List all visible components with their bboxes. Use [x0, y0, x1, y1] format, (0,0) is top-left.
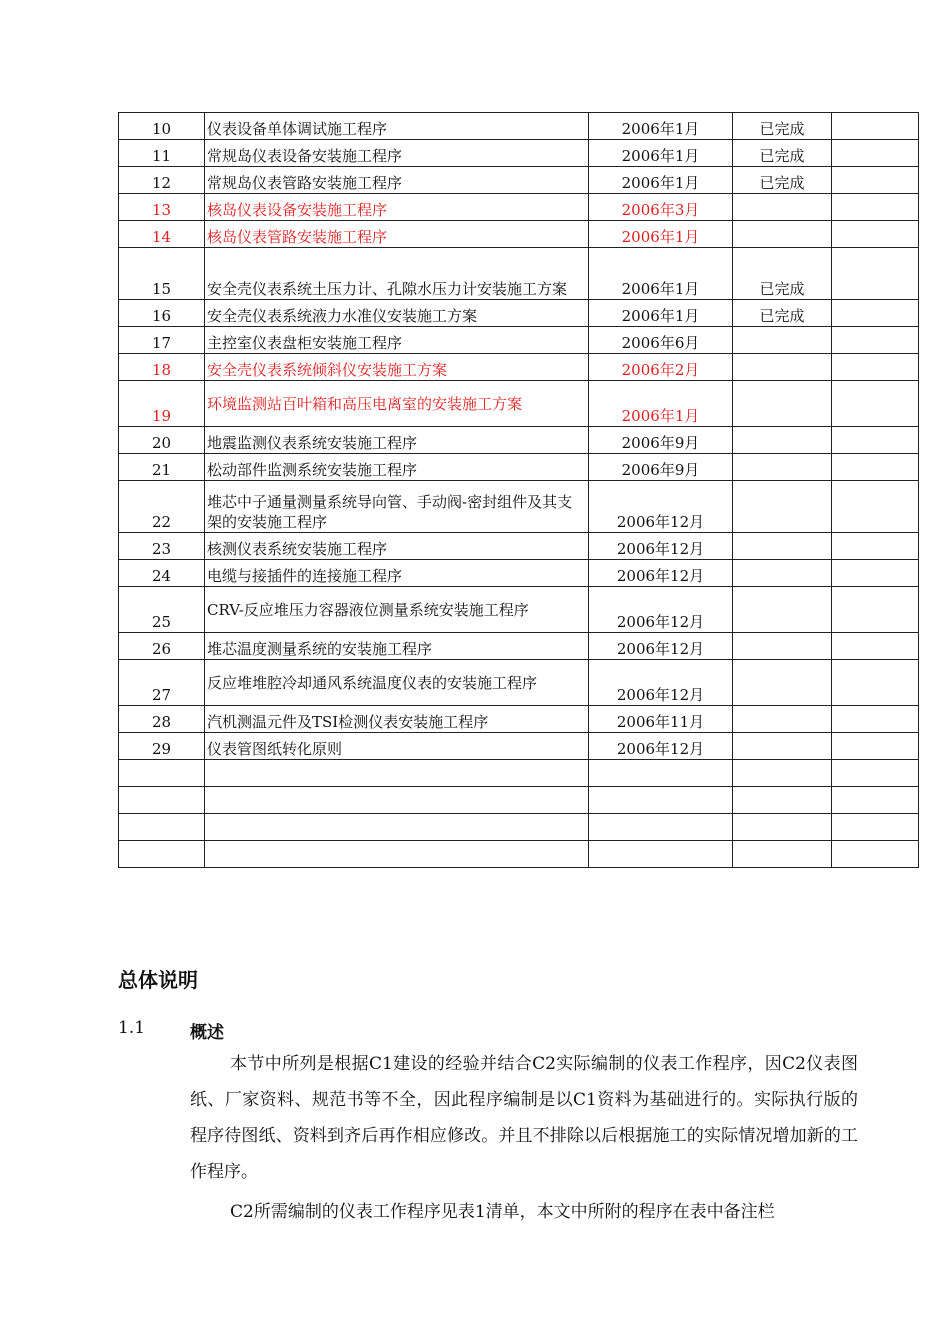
- completion-date: 2006年1月: [589, 248, 733, 300]
- procedure-title: 堆芯中子通量测量系统导向管、手动阀-密封组件及其支架的安装施工程序: [205, 481, 589, 533]
- table-row: [119, 560, 919, 587]
- completion-date: 2006年12月: [589, 660, 733, 706]
- section-title: 概述: [190, 1023, 224, 1043]
- procedure-title: [205, 814, 589, 841]
- remark-cell: [832, 841, 919, 868]
- remark-cell: [832, 633, 919, 660]
- status-cell: [733, 841, 832, 868]
- procedure-title: 核岛仪表设备安装施工程序: [205, 194, 589, 221]
- procedure-title: 环境监测站百叶箱和高压电离室的安装施工方案: [205, 381, 589, 427]
- remark-cell: [832, 167, 919, 194]
- status-cell: [733, 381, 832, 427]
- table-row: [119, 633, 919, 660]
- status-cell: [733, 481, 832, 533]
- status-cell: [733, 587, 832, 633]
- completion-date: 2006年9月: [589, 427, 733, 454]
- remark-cell: [832, 427, 919, 454]
- table-row: [119, 841, 919, 868]
- procedure-title: 电缆与接插件的连接施工程序: [205, 560, 589, 587]
- table-row: [119, 221, 919, 248]
- completion-date: 2006年1月: [589, 381, 733, 427]
- table-row: [119, 587, 919, 633]
- completion-date: 2006年1月: [589, 300, 733, 327]
- remark-cell: [832, 760, 919, 787]
- completion-date: 2006年11月: [589, 706, 733, 733]
- completion-date: [589, 787, 733, 814]
- row-number: 27: [119, 660, 205, 706]
- status-cell: [733, 706, 832, 733]
- row-number: 24: [119, 560, 205, 587]
- procedure-title: CRV-反应堆压力容器液位测量系统安装施工程序: [205, 587, 589, 633]
- section-heading: 总体说明: [118, 968, 198, 992]
- completion-date: 2006年12月: [589, 633, 733, 660]
- status-cell: [733, 327, 832, 354]
- table-row: [119, 787, 919, 814]
- status-cell: [733, 221, 832, 248]
- status-cell: [733, 633, 832, 660]
- status-cell: [733, 354, 832, 381]
- row-number: 14: [119, 221, 205, 248]
- status-cell: [733, 787, 832, 814]
- remark-cell: [832, 327, 919, 354]
- remark-cell: [832, 221, 919, 248]
- row-number: [119, 814, 205, 841]
- procedure-title: 汽机测温元件及TSI检测仪表安装施工程序: [205, 706, 589, 733]
- remark-cell: [832, 300, 919, 327]
- procedure-title: 核测仪表系统安装施工程序: [205, 533, 589, 560]
- status-cell: [733, 533, 832, 560]
- row-number: [119, 841, 205, 868]
- table-row: [119, 327, 919, 354]
- table-row: [119, 381, 919, 427]
- remark-cell: [832, 787, 919, 814]
- procedure-title: [205, 760, 589, 787]
- status-cell: [733, 814, 832, 841]
- table-row: [119, 194, 919, 221]
- table-row: [119, 300, 919, 327]
- completion-date: 2006年1月: [589, 167, 733, 194]
- procedure-title: 松动部件监测系统安装施工程序: [205, 454, 589, 481]
- row-number: 28: [119, 706, 205, 733]
- table-row: [119, 706, 919, 733]
- row-number: 20: [119, 427, 205, 454]
- remark-cell: [832, 140, 919, 167]
- table-row: [119, 660, 919, 706]
- completion-date: [589, 814, 733, 841]
- procedure-title: 地震监测仪表系统安装施工程序: [205, 427, 589, 454]
- procedure-title: [205, 787, 589, 814]
- section-number: 1.1: [118, 1018, 146, 1038]
- table-row: [119, 427, 919, 454]
- table-row: [119, 760, 919, 787]
- table-row: [119, 454, 919, 481]
- row-number: 15: [119, 248, 205, 300]
- row-number: [119, 787, 205, 814]
- paragraph: C2所需编制的仪表工作程序见表1清单，本文中所附的程序在表中备注栏: [230, 1202, 775, 1222]
- table-row: [119, 113, 919, 140]
- procedure-title: 仪表设备单体调试施工程序: [205, 113, 589, 140]
- row-number: 18: [119, 354, 205, 381]
- status-cell: [733, 194, 832, 221]
- remark-cell: [832, 194, 919, 221]
- procedure-title: 安全壳仪表系统液力水准仪安装施工方案: [205, 300, 589, 327]
- row-number: 22: [119, 481, 205, 533]
- procedure-table: [118, 112, 919, 868]
- table-row: [119, 140, 919, 167]
- remark-cell: [832, 354, 919, 381]
- procedure-title: 常规岛仪表设备安装施工程序: [205, 140, 589, 167]
- remark-cell: [832, 587, 919, 633]
- procedure-title: [205, 841, 589, 868]
- completion-date: 2006年12月: [589, 560, 733, 587]
- procedure-title: 安全壳仪表系统倾斜仪安装施工方案: [205, 354, 589, 381]
- remark-cell: [832, 733, 919, 760]
- procedure-title: 仪表管图纸转化原则: [205, 733, 589, 760]
- row-number: 13: [119, 194, 205, 221]
- remark-cell: [832, 454, 919, 481]
- status-cell: [733, 560, 832, 587]
- remark-cell: [832, 814, 919, 841]
- completion-date: 2006年2月: [589, 354, 733, 381]
- remark-cell: [832, 533, 919, 560]
- row-number: 10: [119, 113, 205, 140]
- procedure-title: 安全壳仪表系统土压力计、孔隙水压力计安装施工方案: [205, 248, 589, 300]
- remark-cell: [832, 560, 919, 587]
- row-number: 26: [119, 633, 205, 660]
- status-cell: [733, 760, 832, 787]
- status-cell: [733, 660, 832, 706]
- remark-cell: [832, 481, 919, 533]
- remark-cell: [832, 381, 919, 427]
- row-number: 23: [119, 533, 205, 560]
- row-number: 19: [119, 381, 205, 427]
- remark-cell: [832, 660, 919, 706]
- completion-date: 2006年3月: [589, 194, 733, 221]
- row-number: 25: [119, 587, 205, 633]
- procedure-title: 主控室仪表盘柜安装施工程序: [205, 327, 589, 354]
- remark-cell: [832, 113, 919, 140]
- row-number: [119, 760, 205, 787]
- completion-date: 2006年12月: [589, 533, 733, 560]
- completion-date: 2006年6月: [589, 327, 733, 354]
- completion-date: 2006年1月: [589, 221, 733, 248]
- row-number: 12: [119, 167, 205, 194]
- remark-cell: [832, 248, 919, 300]
- completion-date: 2006年1月: [589, 113, 733, 140]
- status-cell: 已完成: [733, 248, 832, 300]
- table-row: [119, 481, 919, 533]
- completion-date: 2006年1月: [589, 140, 733, 167]
- table-row: [119, 733, 919, 760]
- status-cell: [733, 733, 832, 760]
- row-number: 21: [119, 454, 205, 481]
- procedure-title: 反应堆堆腔冷却通风系统温度仪表的安装施工程序: [205, 660, 589, 706]
- completion-date: 2006年9月: [589, 454, 733, 481]
- procedure-table-body: [119, 113, 919, 868]
- row-number: 16: [119, 300, 205, 327]
- procedure-title: 常规岛仪表管路安装施工程序: [205, 167, 589, 194]
- status-cell: 已完成: [733, 167, 832, 194]
- table-row: [119, 814, 919, 841]
- completion-date: 2006年12月: [589, 481, 733, 533]
- status-cell: 已完成: [733, 113, 832, 140]
- remark-cell: [832, 706, 919, 733]
- status-cell: 已完成: [733, 140, 832, 167]
- row-number: 29: [119, 733, 205, 760]
- table-row: [119, 167, 919, 194]
- status-cell: 已完成: [733, 300, 832, 327]
- completion-date: [589, 841, 733, 868]
- table-row: [119, 248, 919, 300]
- completion-date: 2006年12月: [589, 733, 733, 760]
- procedure-title: 堆芯温度测量系统的安装施工程序: [205, 633, 589, 660]
- paragraph: 本节中所列是根据C1建设的经验并结合C2实际编制的仪表工作程序，因C2仪表图纸、厂家资料、规范书等不全，因此程序编制是以C1资料为基础进行的。实际执行版的程序待图纸、资料到齐后再作相应修改。并且不排除以后根据施工的实际情况增加新的工作程序。: [190, 1054, 858, 1182]
- row-number: 17: [119, 327, 205, 354]
- status-cell: [733, 454, 832, 481]
- table-row: [119, 354, 919, 381]
- table-row: [119, 533, 919, 560]
- status-cell: [733, 427, 832, 454]
- completion-date: [589, 760, 733, 787]
- row-number: 11: [119, 140, 205, 167]
- procedure-title: 核岛仪表管路安装施工程序: [205, 221, 589, 248]
- completion-date: 2006年12月: [589, 587, 733, 633]
